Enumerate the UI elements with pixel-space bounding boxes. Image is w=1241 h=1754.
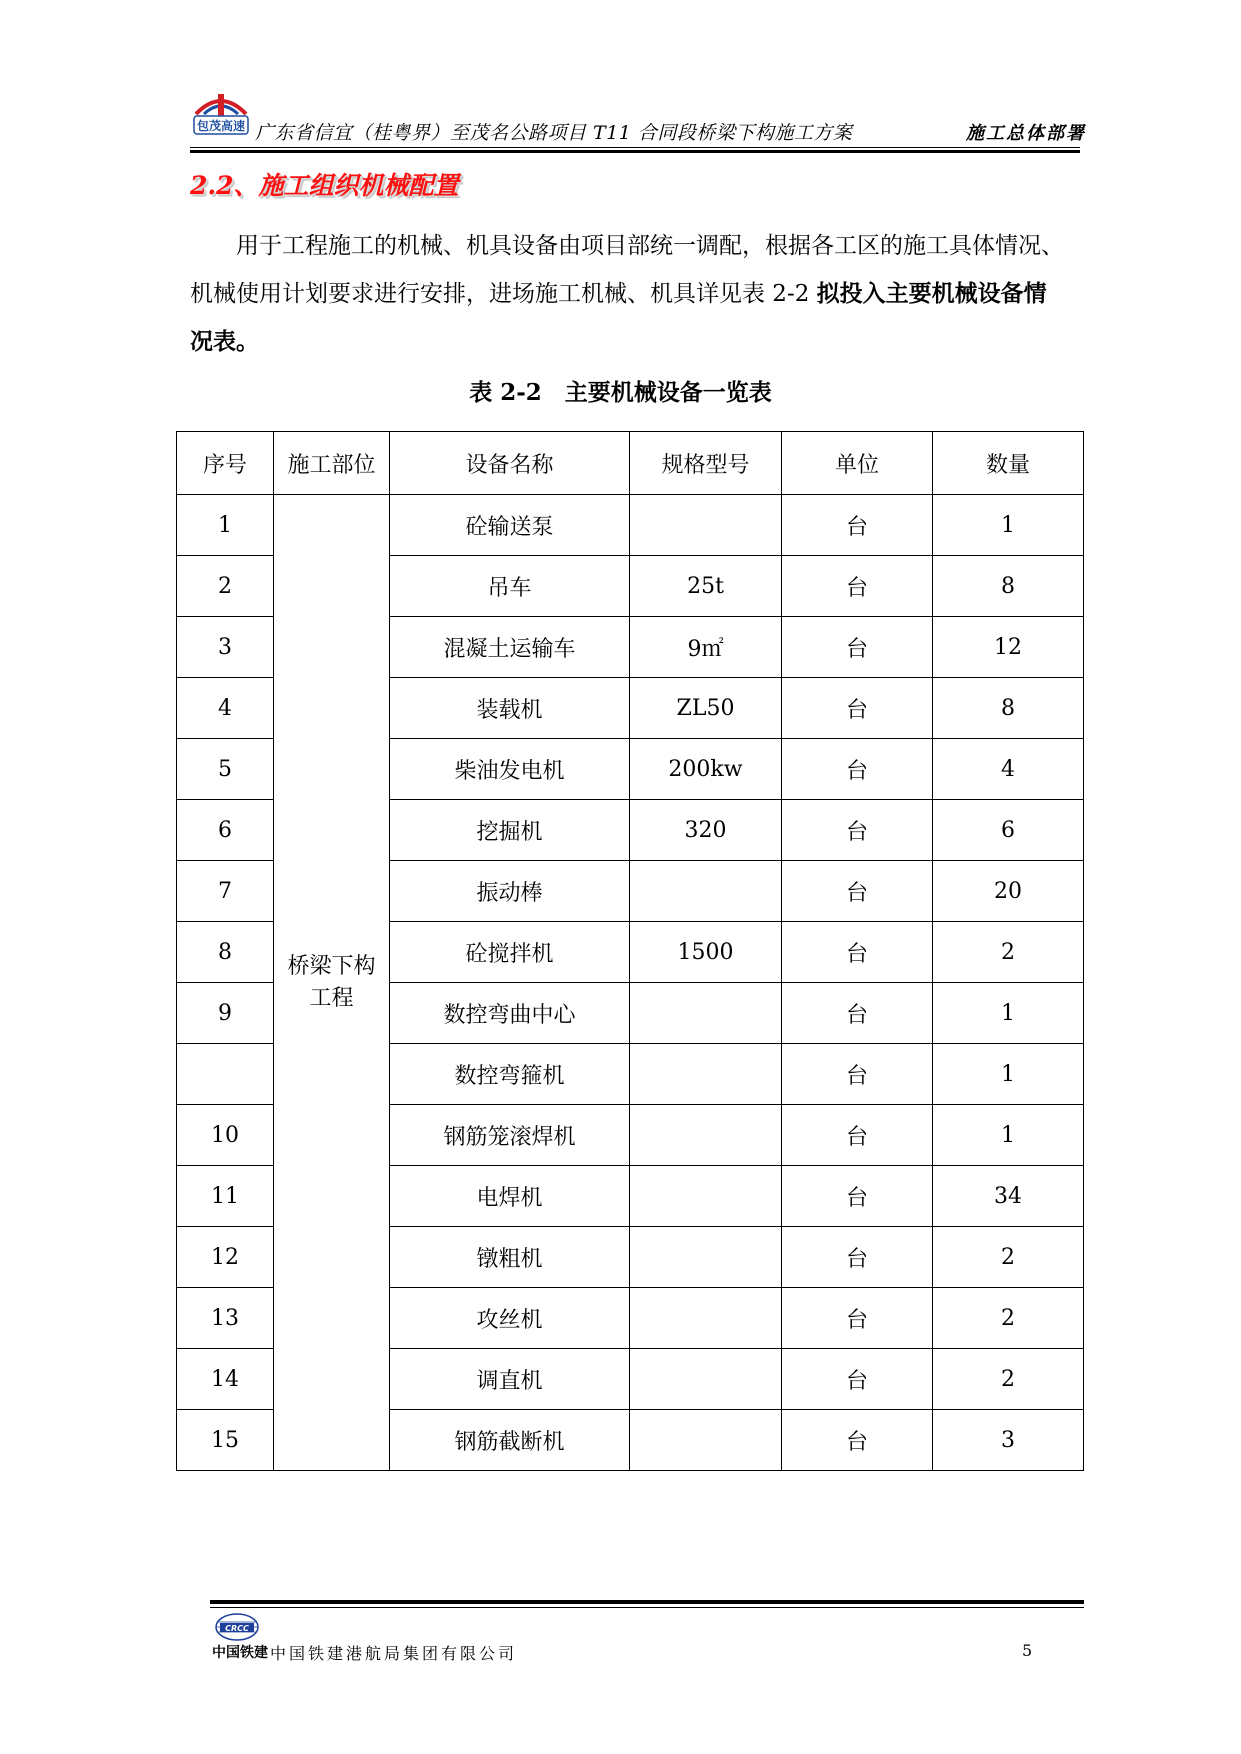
- paragraph-line-2-text: 机械使用计划要求进行安排，进场施工机械、机具详见表 2-2: [190, 281, 817, 307]
- cell-unit: 台: [782, 617, 933, 678]
- cell-qty: 1: [933, 495, 1084, 556]
- cell-name: 调直机: [390, 1349, 630, 1410]
- cell-qty: 8: [933, 678, 1084, 739]
- footer-logo-icon: [212, 1612, 262, 1646]
- cell-unit: 台: [782, 1227, 933, 1288]
- cell-no: 4: [177, 678, 274, 739]
- cell-no: 15: [177, 1410, 274, 1471]
- cell-name: 钢筋笼滚焊机: [390, 1105, 630, 1166]
- cell-unit: 台: [782, 556, 933, 617]
- cell-spec: [630, 861, 782, 922]
- cell-unit: 台: [782, 1349, 933, 1410]
- cell-qty: 3: [933, 1410, 1084, 1471]
- cell-spec: 9㎡: [630, 617, 782, 678]
- cell-spec: 200kw: [630, 739, 782, 800]
- header-cell-location: 施工部位: [274, 432, 390, 495]
- cell-no: 10: [177, 1105, 274, 1166]
- footer-logo-text: CRCC: [225, 1624, 249, 1633]
- cell-no: 5: [177, 739, 274, 800]
- cell-no: 6: [177, 800, 274, 861]
- cell-qty: 34: [933, 1166, 1084, 1227]
- footer-brand: 中国铁建: [212, 1645, 268, 1661]
- cell-unit: 台: [782, 800, 933, 861]
- cell-spec: [630, 495, 782, 556]
- paragraph-line-2: [190, 270, 1120, 318]
- cell-spec: [630, 1166, 782, 1227]
- cell-name: 砼输送泵: [390, 495, 630, 556]
- header-cell-spec: 规格型号: [630, 432, 782, 495]
- cell-name: 攻丝机: [390, 1288, 630, 1349]
- table-caption: 表 2-2 主要机械设备一览表: [469, 379, 772, 406]
- header-section-name: 施工总体部署: [966, 123, 1086, 144]
- cell-qty: 12: [933, 617, 1084, 678]
- section-title: 2.2、施工组织机械配置: [190, 171, 459, 200]
- paragraph-line-3: [190, 318, 1120, 366]
- cell-qty: 2: [933, 922, 1084, 983]
- cell-no: 8: [177, 922, 274, 983]
- cell-spec: ZL50: [630, 678, 782, 739]
- cell-qty: 8: [933, 556, 1084, 617]
- cell-qty: 2: [933, 1288, 1084, 1349]
- cell-spec: [630, 1227, 782, 1288]
- paragraph-line-1: 用于工程施工的机械、机具设备由项目部统一调配，根据各工区的施工具体情况、: [236, 233, 1064, 259]
- cell-unit: 台: [782, 983, 933, 1044]
- equipment-table: [176, 431, 1084, 1471]
- cell-spec: [630, 1349, 782, 1410]
- cell-no: 14: [177, 1349, 274, 1410]
- cell-name: 砼搅拌机: [390, 922, 630, 983]
- cell-spec: [630, 1105, 782, 1166]
- cell-qty: 4: [933, 739, 1084, 800]
- cell-no: 9: [177, 983, 274, 1044]
- cell-name: 电焊机: [390, 1166, 630, 1227]
- cell-qty: 6: [933, 800, 1084, 861]
- header-rule: [190, 147, 1080, 148]
- cell-unit: 台: [782, 1044, 933, 1105]
- page-number: 5: [1022, 1641, 1033, 1660]
- cell-no: 13: [177, 1288, 274, 1349]
- header-logo-icon: [190, 84, 252, 140]
- cell-name: 振动棒: [390, 861, 630, 922]
- cell-name: 混凝土运输车: [390, 617, 630, 678]
- cell-no: 11: [177, 1166, 274, 1227]
- cell-qty: 2: [933, 1349, 1084, 1410]
- header-cell-qty: 数量: [933, 432, 1084, 495]
- table-row: [177, 495, 1084, 556]
- cell-unit: 台: [782, 1288, 933, 1349]
- cell-unit: 台: [782, 861, 933, 922]
- cell-no: 1: [177, 495, 274, 556]
- footer-company: 中国铁建港航局集团有限公司: [270, 1644, 518, 1663]
- cell-name: 挖掘机: [390, 800, 630, 861]
- cell-name: 数控弯箍机: [390, 1044, 630, 1105]
- header-logo-text: 包茂高速: [196, 119, 246, 133]
- cell-name: 钢筋截断机: [390, 1410, 630, 1471]
- cell-qty: 1: [933, 1044, 1084, 1105]
- cell-spec: [630, 1410, 782, 1471]
- cell-no: 2: [177, 556, 274, 617]
- cell-unit: 台: [782, 1166, 933, 1227]
- header-cell-no: 序号: [177, 432, 274, 495]
- cell-no: 12: [177, 1227, 274, 1288]
- cell-qty: 1: [933, 983, 1084, 1044]
- cell-no: 7: [177, 861, 274, 922]
- cell-qty: 2: [933, 1227, 1084, 1288]
- cell-name: 数控弯曲中心: [390, 983, 630, 1044]
- cell-spec: [630, 1288, 782, 1349]
- cell-unit: 台: [782, 1105, 933, 1166]
- paragraph-line-2-bold: 拟投入主要机械设备情: [816, 280, 1047, 307]
- cell-name: 镦粗机: [390, 1227, 630, 1288]
- cell-qty: 1: [933, 1105, 1084, 1166]
- cell-unit: 台: [782, 922, 933, 983]
- cell-spec: 25t: [630, 556, 782, 617]
- location-line-1: 桥梁下构: [287, 953, 376, 979]
- cell-spec: [630, 983, 782, 1044]
- cell-spec: 320: [630, 800, 782, 861]
- header-cell-name: 设备名称: [390, 432, 630, 495]
- table-header-row: [177, 432, 1084, 495]
- cell-no: 3: [177, 617, 274, 678]
- cell-unit: 台: [782, 739, 933, 800]
- header-title: 广东省信宜（桂粤界）至茂名公路项目 T11 合同段桥梁下构施工方案: [255, 122, 853, 144]
- location-line-2: 工程: [309, 985, 354, 1011]
- cell-unit: 台: [782, 495, 933, 556]
- header-rule-thick: [190, 150, 1080, 153]
- paragraph-line-3-bold: 况表。: [190, 328, 259, 355]
- body-paragraph: [190, 222, 1120, 366]
- cell-unit: 台: [782, 678, 933, 739]
- cell-no: [177, 1044, 274, 1105]
- header-cell-unit: 单位: [782, 432, 933, 495]
- cell-location: [274, 495, 390, 1471]
- footer-rule: [210, 1607, 1084, 1608]
- cell-qty: 20: [933, 861, 1084, 922]
- cell-unit: 台: [782, 1410, 933, 1471]
- cell-name: 吊车: [390, 556, 630, 617]
- footer-rule-thick: [210, 1600, 1084, 1604]
- cell-name: 柴油发电机: [390, 739, 630, 800]
- cell-spec: [630, 1044, 782, 1105]
- cell-name: 装载机: [390, 678, 630, 739]
- cell-spec: 1500: [630, 922, 782, 983]
